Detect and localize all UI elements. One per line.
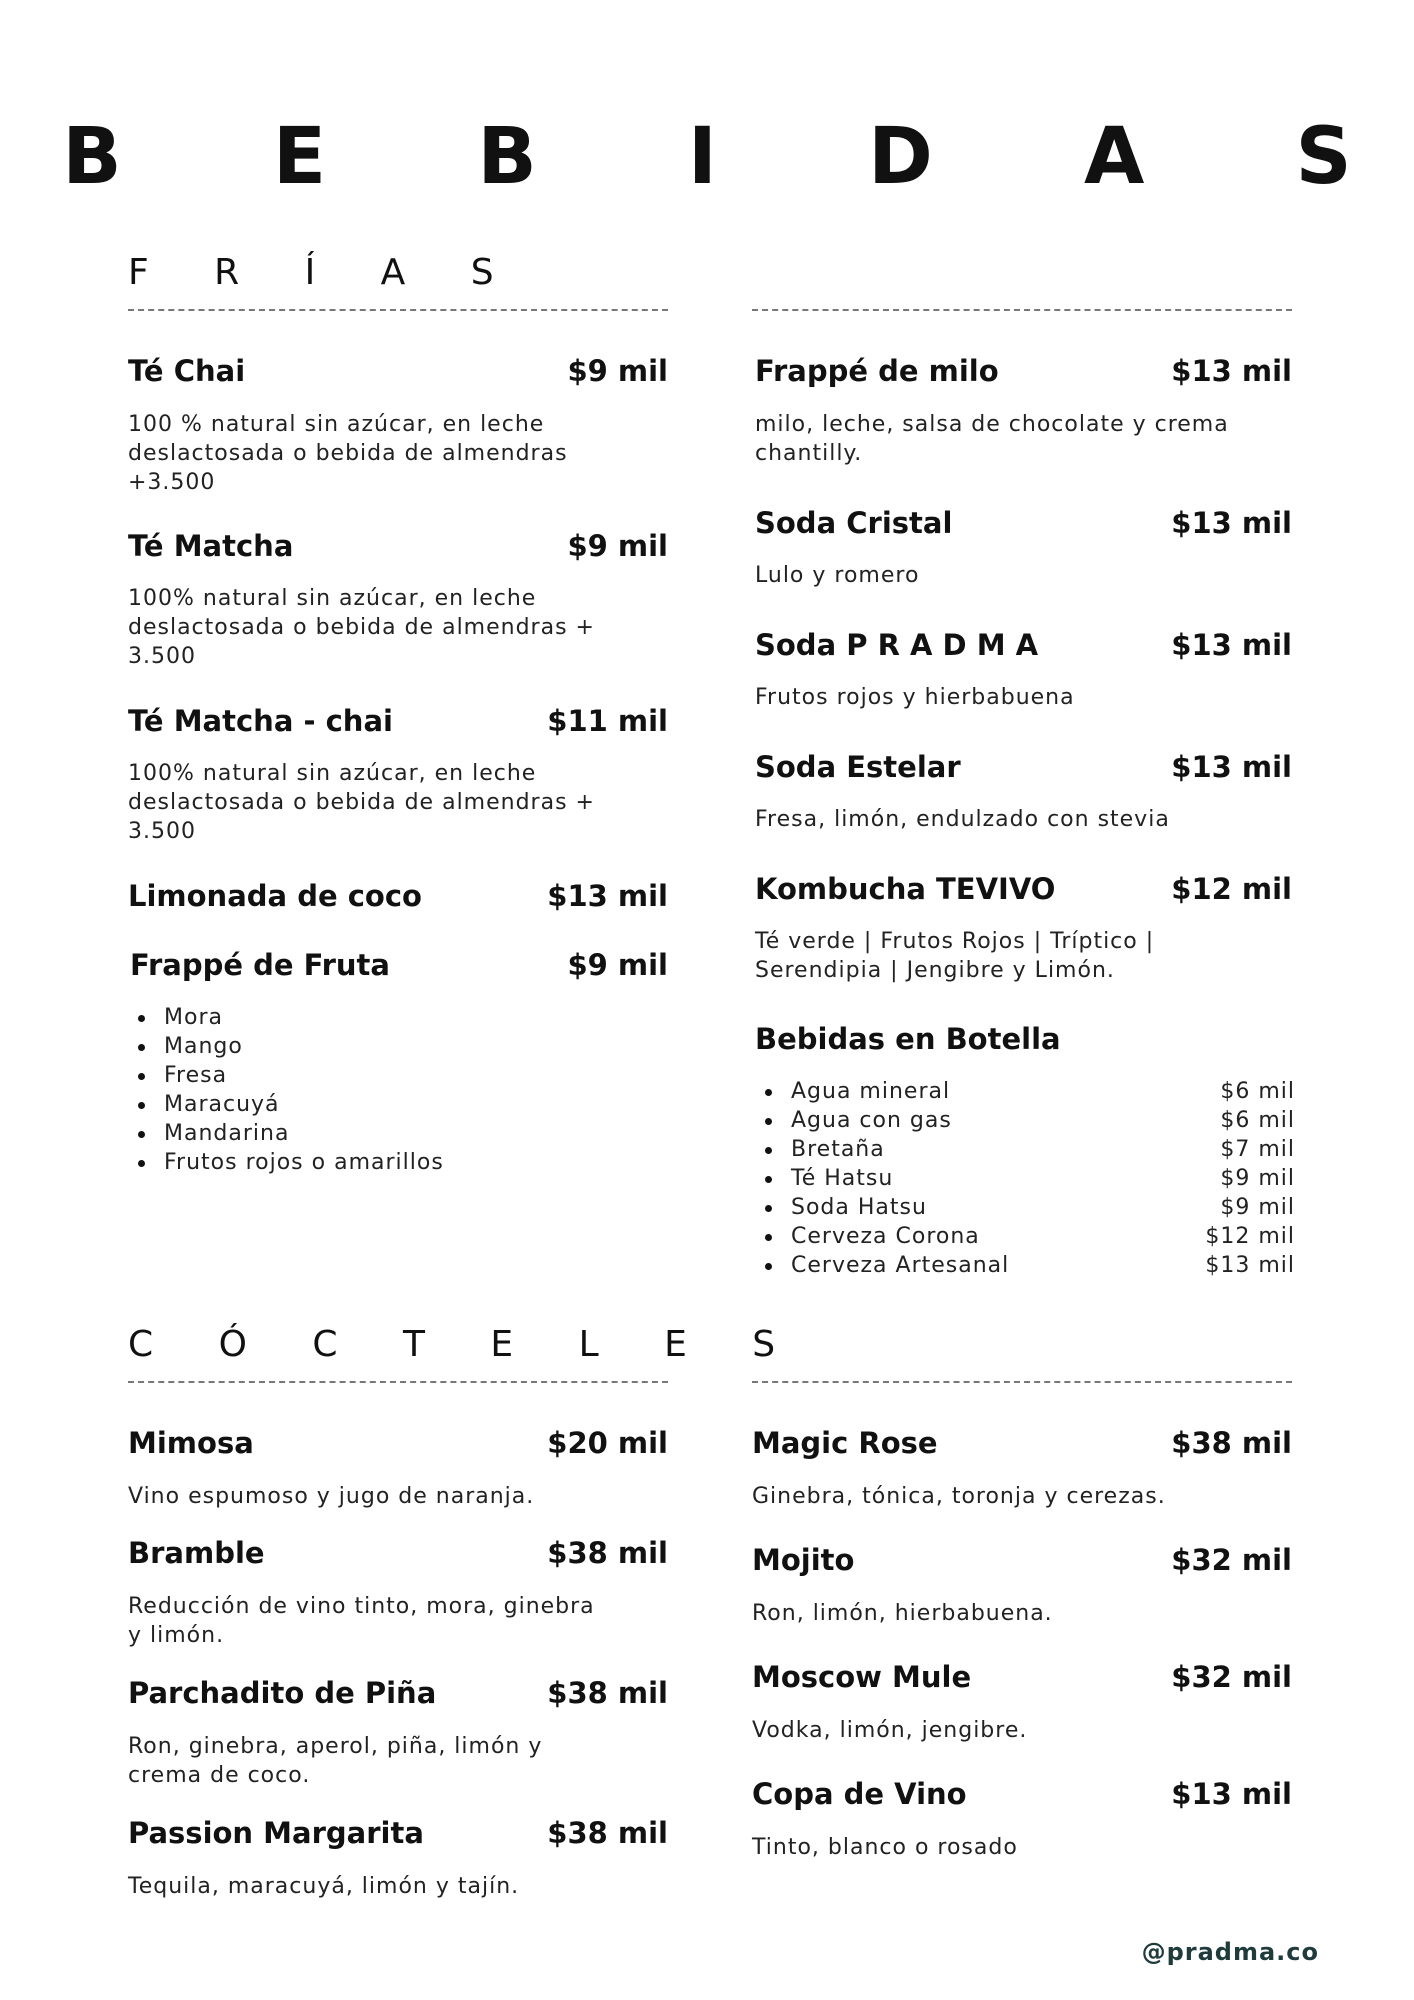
- list-item: Agua con gas $6 mil: [755, 1106, 1295, 1135]
- item-price: $38 mil: [1171, 1426, 1292, 1460]
- item-price: $38 mil: [547, 1676, 668, 1710]
- item-description: Frutos rojos y hierbabuena: [755, 685, 1075, 710]
- item-name-limonada-de-coco: Limonada de coco: [128, 879, 422, 913]
- social-handle: @pradma.co: [1141, 1938, 1319, 1966]
- item-price: $38 mil: [547, 1536, 668, 1570]
- item-description: 100 % natural sin azúcar, en leche deslactosada o bebida de almendras +3.500: [128, 412, 568, 495]
- divider: [128, 1381, 668, 1383]
- item-price: $13 mil: [1171, 354, 1292, 388]
- item-price: $12 mil: [1171, 872, 1292, 906]
- item-price: $13 mil: [1171, 628, 1292, 662]
- item-name-soda-pradma: Soda P R A D M A: [755, 628, 1039, 662]
- list-item: Mango: [128, 1032, 668, 1061]
- section-title-frias: F R Í A S: [128, 252, 521, 293]
- item-description: 100% natural sin azúcar, en leche deslactosada o bebida de almendras + 3.500: [128, 761, 595, 844]
- item-price: $13 mil: [1171, 1777, 1292, 1811]
- list-item: Mora: [128, 1003, 668, 1032]
- item-name-bramble: Bramble: [128, 1536, 265, 1570]
- item-price: $9 mil: [567, 529, 668, 563]
- item-description: Vino espumoso y jugo de naranja.: [128, 1484, 535, 1509]
- bottled-drinks-list: [755, 1077, 1295, 1280]
- divider: [128, 309, 668, 311]
- item-name-te-matcha-chai: Té Matcha - chai: [128, 704, 393, 738]
- item-price: $9 mil: [567, 354, 668, 388]
- item-name-parchadito-de-pina: Parchadito de Piña: [128, 1676, 437, 1710]
- item-description: milo, leche, salsa de chocolate y crema chantilly.: [755, 412, 1229, 466]
- item-price: $32 mil: [1171, 1543, 1292, 1577]
- item-price: $13 mil: [1171, 506, 1292, 540]
- item-description: Ron, limón, hierbabuena.: [752, 1601, 1053, 1626]
- item-name-frappe-de-milo: Frappé de milo: [755, 354, 999, 388]
- item-price: $32 mil: [1171, 1660, 1292, 1694]
- item-description: Té verde | Frutos Rojos | Tríptico | Serendipia | Jengibre y Limón.: [755, 929, 1155, 983]
- bottled-drinks-title: Bebidas en Botella: [755, 1022, 1061, 1056]
- item-description: 100% natural sin azúcar, en leche deslactosada o bebida de almendras + 3.500: [128, 586, 595, 669]
- item-description: Lulo y romero: [755, 563, 920, 588]
- item-description: Vodka, limón, jengibre.: [752, 1718, 1028, 1743]
- item-name-moscow-mule: Moscow Mule: [752, 1660, 972, 1694]
- item-name-soda-cristal: Soda Cristal: [755, 506, 953, 540]
- item-price: $20 mil: [547, 1426, 668, 1460]
- divider: [752, 1381, 1292, 1383]
- fruit-options-list: [128, 1003, 668, 1177]
- item-name-soda-estelar: Soda Estelar: [755, 750, 961, 784]
- list-item: Bretaña $7 mil: [755, 1135, 1295, 1164]
- list-item: Agua mineral $6 mil: [755, 1077, 1295, 1106]
- list-item: Mandarina: [128, 1119, 668, 1148]
- divider: [752, 309, 1292, 311]
- item-description: Fresa, limón, endulzado con stevia: [755, 807, 1170, 832]
- list-item: Cerveza Artesanal $13 mil: [755, 1251, 1295, 1280]
- list-item: Cerveza Corona $12 mil: [755, 1222, 1295, 1251]
- list-item: Maracuyá: [128, 1090, 668, 1119]
- item-description: Ron, ginebra, aperol, piña, limón y crema de coco.: [128, 1734, 543, 1788]
- item-price: $11 mil: [547, 704, 668, 738]
- item-name-frappe-de-fruta: Frappé de Fruta: [130, 948, 390, 982]
- section-title-cocteles: C Ó C T E L E S: [128, 1324, 803, 1365]
- item-description: Tequila, maracuyá, limón y tajín.: [128, 1874, 520, 1899]
- item-price: $9 mil: [567, 948, 668, 982]
- item-description: Ginebra, tónica, toronja y cerezas.: [752, 1484, 1166, 1509]
- item-name-kombucha-tevivo: Kombucha TEVIVO: [755, 872, 1056, 906]
- list-item: Soda Hatsu $9 mil: [755, 1193, 1295, 1222]
- item-name-mimosa: Mimosa: [128, 1426, 254, 1460]
- item-name-copa-de-vino: Copa de Vino: [752, 1777, 967, 1811]
- list-item: Té Hatsu $9 mil: [755, 1164, 1295, 1193]
- item-name-te-chai: Té Chai: [128, 354, 246, 388]
- item-name-passion-margarita: Passion Margarita: [128, 1816, 424, 1850]
- item-description: Reducción de vino tinto, mora, ginebra y limón.: [128, 1594, 595, 1648]
- list-item: Frutos rojos o amarillos: [128, 1148, 668, 1177]
- item-name-magic-rose: Magic Rose: [752, 1426, 938, 1460]
- list-item: Fresa: [128, 1061, 668, 1090]
- item-price: $13 mil: [547, 879, 668, 913]
- page-title: B E B I D A S: [62, 112, 1414, 202]
- item-name-te-matcha: Té Matcha: [128, 529, 294, 563]
- item-price: $13 mil: [1171, 750, 1292, 784]
- item-name-mojito: Mojito: [752, 1543, 855, 1577]
- item-price: $38 mil: [547, 1816, 668, 1850]
- item-description: Tinto, blanco o rosado: [752, 1835, 1018, 1860]
